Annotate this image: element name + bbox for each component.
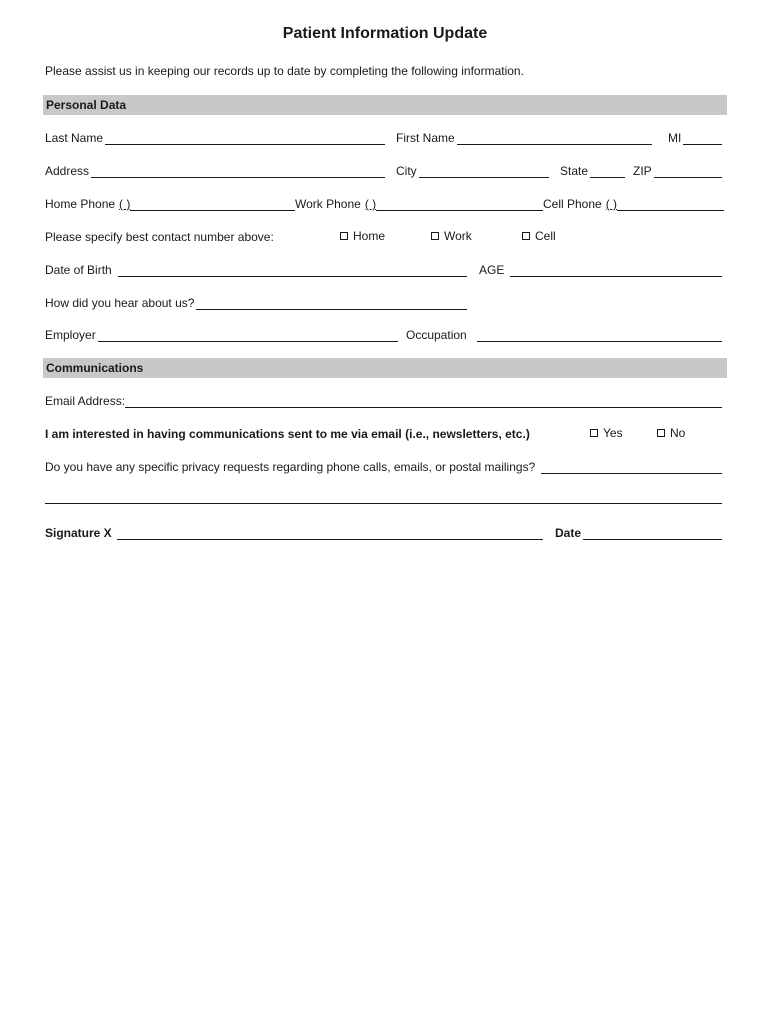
phone-row <box>45 195 722 213</box>
section-communications <box>43 358 727 378</box>
zip-line[interactable] <box>654 165 722 178</box>
signature-row <box>45 524 722 542</box>
email-consent-row <box>45 425 722 443</box>
dob-label: Date of Birth <box>45 263 112 277</box>
email-row <box>45 392 722 410</box>
email-consent-label: I am interested in having communications sent to me via email (i.e., newsletters, etc.) <box>45 427 530 441</box>
cell-phone-area-code[interactable]: ( ) <box>605 197 618 211</box>
privacy-field[interactable] <box>45 458 722 474</box>
home-phone-label: Home Phone <box>45 197 116 211</box>
address-field[interactable] <box>45 162 385 178</box>
privacy-row <box>45 458 722 476</box>
age-field[interactable] <box>479 261 722 277</box>
best-contact-row <box>45 228 722 246</box>
contact-home-checkbox[interactable] <box>340 232 348 240</box>
address-label: Address <box>45 164 90 178</box>
home-phone-field[interactable] <box>45 195 295 211</box>
first-name-line[interactable] <box>457 132 652 145</box>
mi-label: MI <box>668 131 682 145</box>
cell-phone-line[interactable] <box>617 198 724 211</box>
dob-row <box>45 261 722 279</box>
zip-label: ZIP <box>633 164 652 178</box>
email-line[interactable] <box>125 395 722 408</box>
referral-row <box>45 294 722 312</box>
age-label: AGE <box>479 263 505 277</box>
privacy-label: Do you have any specific privacy requests regarding phone calls, emails, or postal mailings? <box>45 460 536 474</box>
city-label: City <box>396 164 417 178</box>
consent-no-option[interactable] <box>657 426 685 440</box>
state-line[interactable] <box>590 165 625 178</box>
referral-field[interactable] <box>45 294 467 310</box>
last-name-field[interactable] <box>45 129 385 145</box>
section-heading: Communications <box>46 361 144 375</box>
address-line[interactable] <box>91 165 385 178</box>
privacy-continuation-line[interactable] <box>45 503 722 504</box>
address-row <box>45 162 722 180</box>
signature-label: Signature X <box>45 526 112 540</box>
zip-field[interactable] <box>633 162 722 178</box>
dob-line[interactable] <box>118 264 467 277</box>
occupation-label: Occupation <box>406 328 467 342</box>
first-name-field[interactable] <box>396 129 652 145</box>
first-name-label: First Name <box>396 131 455 145</box>
employer-line[interactable] <box>98 329 398 342</box>
section-personal-data <box>43 95 727 115</box>
employment-row <box>45 326 722 344</box>
cell-phone-field[interactable] <box>543 195 724 211</box>
signature-field[interactable] <box>45 524 543 540</box>
work-phone-area-code[interactable]: ( ) <box>364 197 377 211</box>
referral-line[interactable] <box>196 297 467 310</box>
city-line[interactable] <box>419 165 549 178</box>
contact-work-label: Work <box>444 229 472 243</box>
employer-label: Employer <box>45 328 96 342</box>
contact-cell-checkbox[interactable] <box>522 232 530 240</box>
date-field[interactable] <box>555 524 722 540</box>
work-phone-field[interactable] <box>295 195 543 211</box>
state-label: State <box>560 164 589 178</box>
consent-no-checkbox[interactable] <box>657 429 665 437</box>
contact-cell-option[interactable] <box>522 229 556 243</box>
work-phone-line[interactable] <box>376 198 543 211</box>
email-label: Email Address: <box>45 394 126 408</box>
contact-home-option[interactable] <box>340 229 385 243</box>
city-field[interactable] <box>396 162 549 178</box>
contact-work-option[interactable] <box>431 229 472 243</box>
consent-no-label: No <box>670 426 686 440</box>
home-phone-line[interactable] <box>130 198 295 211</box>
referral-label: How did you hear about us? <box>45 296 195 310</box>
consent-yes-label: Yes <box>603 426 623 440</box>
employer-field[interactable] <box>45 326 398 342</box>
last-name-label: Last Name <box>45 131 104 145</box>
consent-yes-checkbox[interactable] <box>590 429 598 437</box>
intro-text: Please assist us in keeping our records up to date by completing the following information. <box>45 64 524 78</box>
mi-field[interactable] <box>668 129 722 145</box>
home-phone-area-code[interactable]: ( ) <box>119 197 131 211</box>
contact-work-checkbox[interactable] <box>431 232 439 240</box>
section-heading: Personal Data <box>46 98 127 112</box>
state-field[interactable] <box>560 162 625 178</box>
consent-yes-option[interactable] <box>590 426 623 440</box>
occupation-line[interactable] <box>477 329 722 342</box>
best-contact-label: Please specify best contact number above: <box>45 230 274 244</box>
signature-line[interactable] <box>117 527 543 540</box>
contact-cell-label: Cell <box>535 229 556 243</box>
age-line[interactable] <box>510 264 722 277</box>
work-phone-label: Work Phone <box>295 197 361 211</box>
name-row <box>45 129 722 147</box>
cell-phone-label: Cell Phone <box>543 197 602 211</box>
page-title: Patient Information Update <box>282 25 488 42</box>
dob-field[interactable] <box>45 261 467 277</box>
date-line[interactable] <box>583 527 722 540</box>
last-name-line[interactable] <box>105 132 385 145</box>
occupation-field[interactable] <box>406 326 722 342</box>
privacy-line[interactable] <box>541 461 722 474</box>
date-label: Date <box>555 526 582 540</box>
mi-line[interactable] <box>683 132 722 145</box>
email-field[interactable] <box>45 392 722 408</box>
contact-home-label: Home <box>353 229 386 243</box>
